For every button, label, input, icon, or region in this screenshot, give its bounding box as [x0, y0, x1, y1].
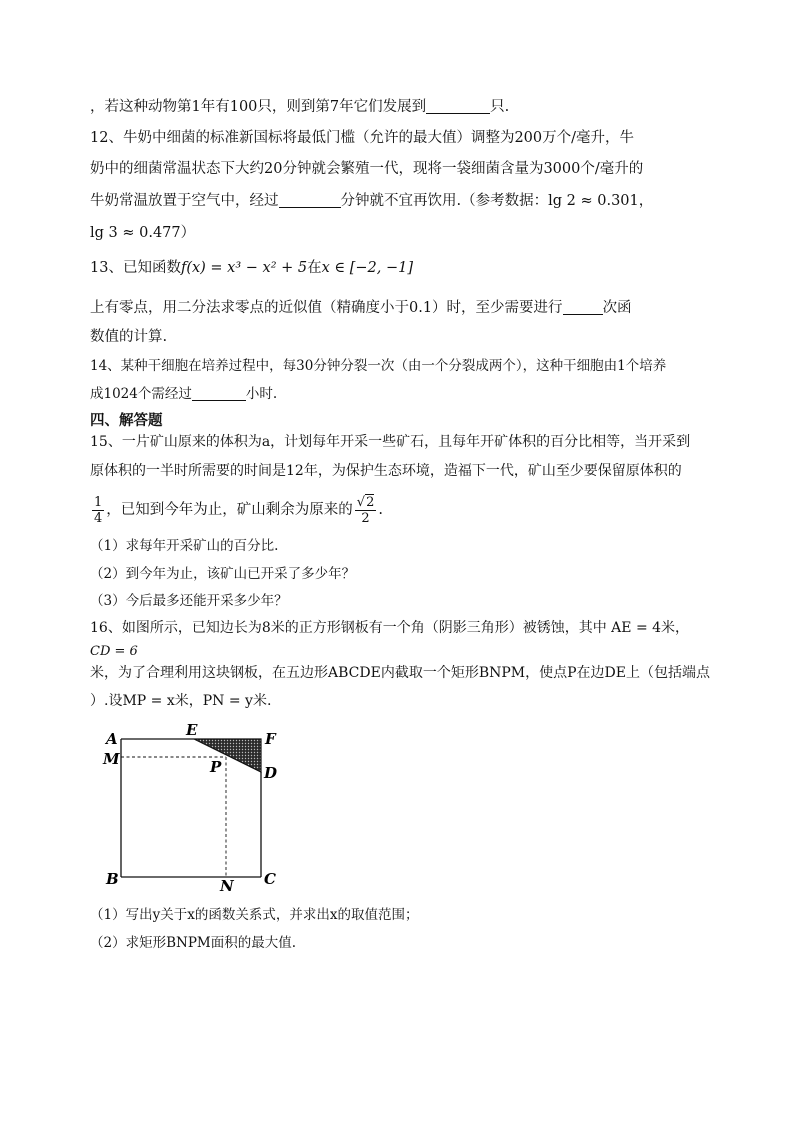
- label-M: M: [103, 750, 120, 768]
- label-F: F: [265, 730, 276, 748]
- q11-answer-blank: [426, 97, 490, 114]
- q11-tail-suffix: 只.: [490, 99, 510, 115]
- q12-line2: 奶中的细菌常温状态下大约20分钟就会繁殖一代，现将一袋细菌含量为3000个/毫升的: [90, 161, 644, 177]
- q16-line3: 米，为了合理利用这块钢板，在五边形ABCDE内截取一个矩形BNPM，使点P在边DE上（包括端点: [90, 665, 710, 681]
- q16-line1: 16、如图所示，已知边长为8米的正方形钢板有一个角（阴影三角形）被锈蚀，其中 AE = 4米，: [90, 620, 690, 636]
- label-N: N: [220, 877, 234, 894]
- q13-line2: [90, 297, 632, 319]
- q15-fraction-one-quarter: [92, 495, 104, 526]
- sqrt-argument: 2: [366, 495, 375, 510]
- rusted-triangle: [194, 739, 261, 772]
- q11-tail-prefix: ，若这种动物第1年有100只，则到第7年它们发展到: [90, 99, 427, 115]
- q15-line3: [90, 492, 383, 528]
- q16-sub2: （2）求矩形BNPM面积的最大值.: [90, 935, 297, 951]
- q12-line3-suffix: 分钟就不宜再饮用.（参考数据：lg 2 ≈ 0.301，: [340, 193, 654, 209]
- q15-line2: 原体积的一半时所需要的时间是12年，为保护生态环境，造福下一代，矿山至少要保留原体积的: [90, 463, 682, 479]
- q15-sub2: （2）到今年为止，该矿山已开采了多少年？: [90, 566, 356, 582]
- label-C: C: [264, 870, 276, 888]
- q13-line2-prefix: 上有零点，用二分法求零点的近似值（精确度小于0.1）时，至少需要进行: [90, 300, 563, 316]
- label-P: P: [210, 758, 222, 776]
- q12-line1: 12、牛奶中细菌的标准新国标将最低门槛（允许的最大值）调整为200万个/毫升，牛: [90, 130, 635, 146]
- q12-line4: lg 3 ≈ 0.477）: [90, 225, 196, 241]
- label-D: D: [264, 764, 278, 782]
- q15-sub1: （1）求每年开采矿山的百分比.: [90, 538, 279, 554]
- q15-line3-end: .: [378, 502, 383, 518]
- q13-answer-blank: [563, 298, 603, 315]
- q13-line1-prefix: 13、已知函数: [90, 260, 181, 276]
- fraction-numerator: √2: [356, 495, 375, 510]
- q14-answer-blank: [192, 384, 246, 401]
- q15-line1: 15、一片矿山原来的体积为a，计划每年开采一些矿石，且每年开矿体积的百分比相等，当开采到: [90, 434, 691, 450]
- q13-formula: f(x) = x³ − x² + 5: [180, 260, 308, 276]
- q16-sub1: （1）写出y关于x的函数关系式，并求出x的取值范围；: [90, 907, 419, 923]
- q13-line1: [90, 257, 413, 279]
- label-E: E: [186, 724, 198, 739]
- q15-fraction-sqrt2-over-2: [355, 494, 377, 526]
- q14-line2-suffix: 小时.: [245, 386, 278, 402]
- q15-line3-mid: ，已知到今年为止，矿山剩余为原来的: [106, 502, 353, 518]
- q12-answer-blank: [279, 191, 341, 208]
- q12-line3-prefix: 牛奶常温放置于空气中，经过: [90, 193, 279, 209]
- label-A: A: [106, 730, 118, 748]
- section-heading: 四、解答题: [90, 413, 163, 429]
- q16-line4: ）.设MP = x米，PN = y米.: [90, 693, 272, 709]
- q12-line3: [90, 190, 653, 212]
- fraction-denominator: 4: [94, 510, 103, 526]
- fraction-numerator: 1: [94, 494, 103, 510]
- q13-domain: x ∈ [−2, −1]: [321, 260, 414, 276]
- fraction-denominator: 2: [361, 511, 370, 526]
- q14-line2: [90, 383, 277, 405]
- q13-line3: 数值的计算.: [90, 329, 168, 345]
- q16-line2: CD = 6: [90, 644, 138, 659]
- q11-tail-line: [90, 96, 509, 118]
- label-B: B: [106, 870, 119, 888]
- q14-line1: 14、某种干细胞在培养过程中，每30分钟分裂一次（由一个分裂成两个），这种干细胞由1个培养: [90, 358, 667, 374]
- q13-line2-suffix: 次函: [602, 300, 632, 316]
- q15-sub3: （3）今后最多还能开采多少年？: [90, 593, 288, 609]
- square-steel-plate-figure: [100, 724, 290, 894]
- q14-line2-prefix: 成1024个需经过: [90, 386, 192, 402]
- q13-line1-mid: 在: [307, 260, 322, 276]
